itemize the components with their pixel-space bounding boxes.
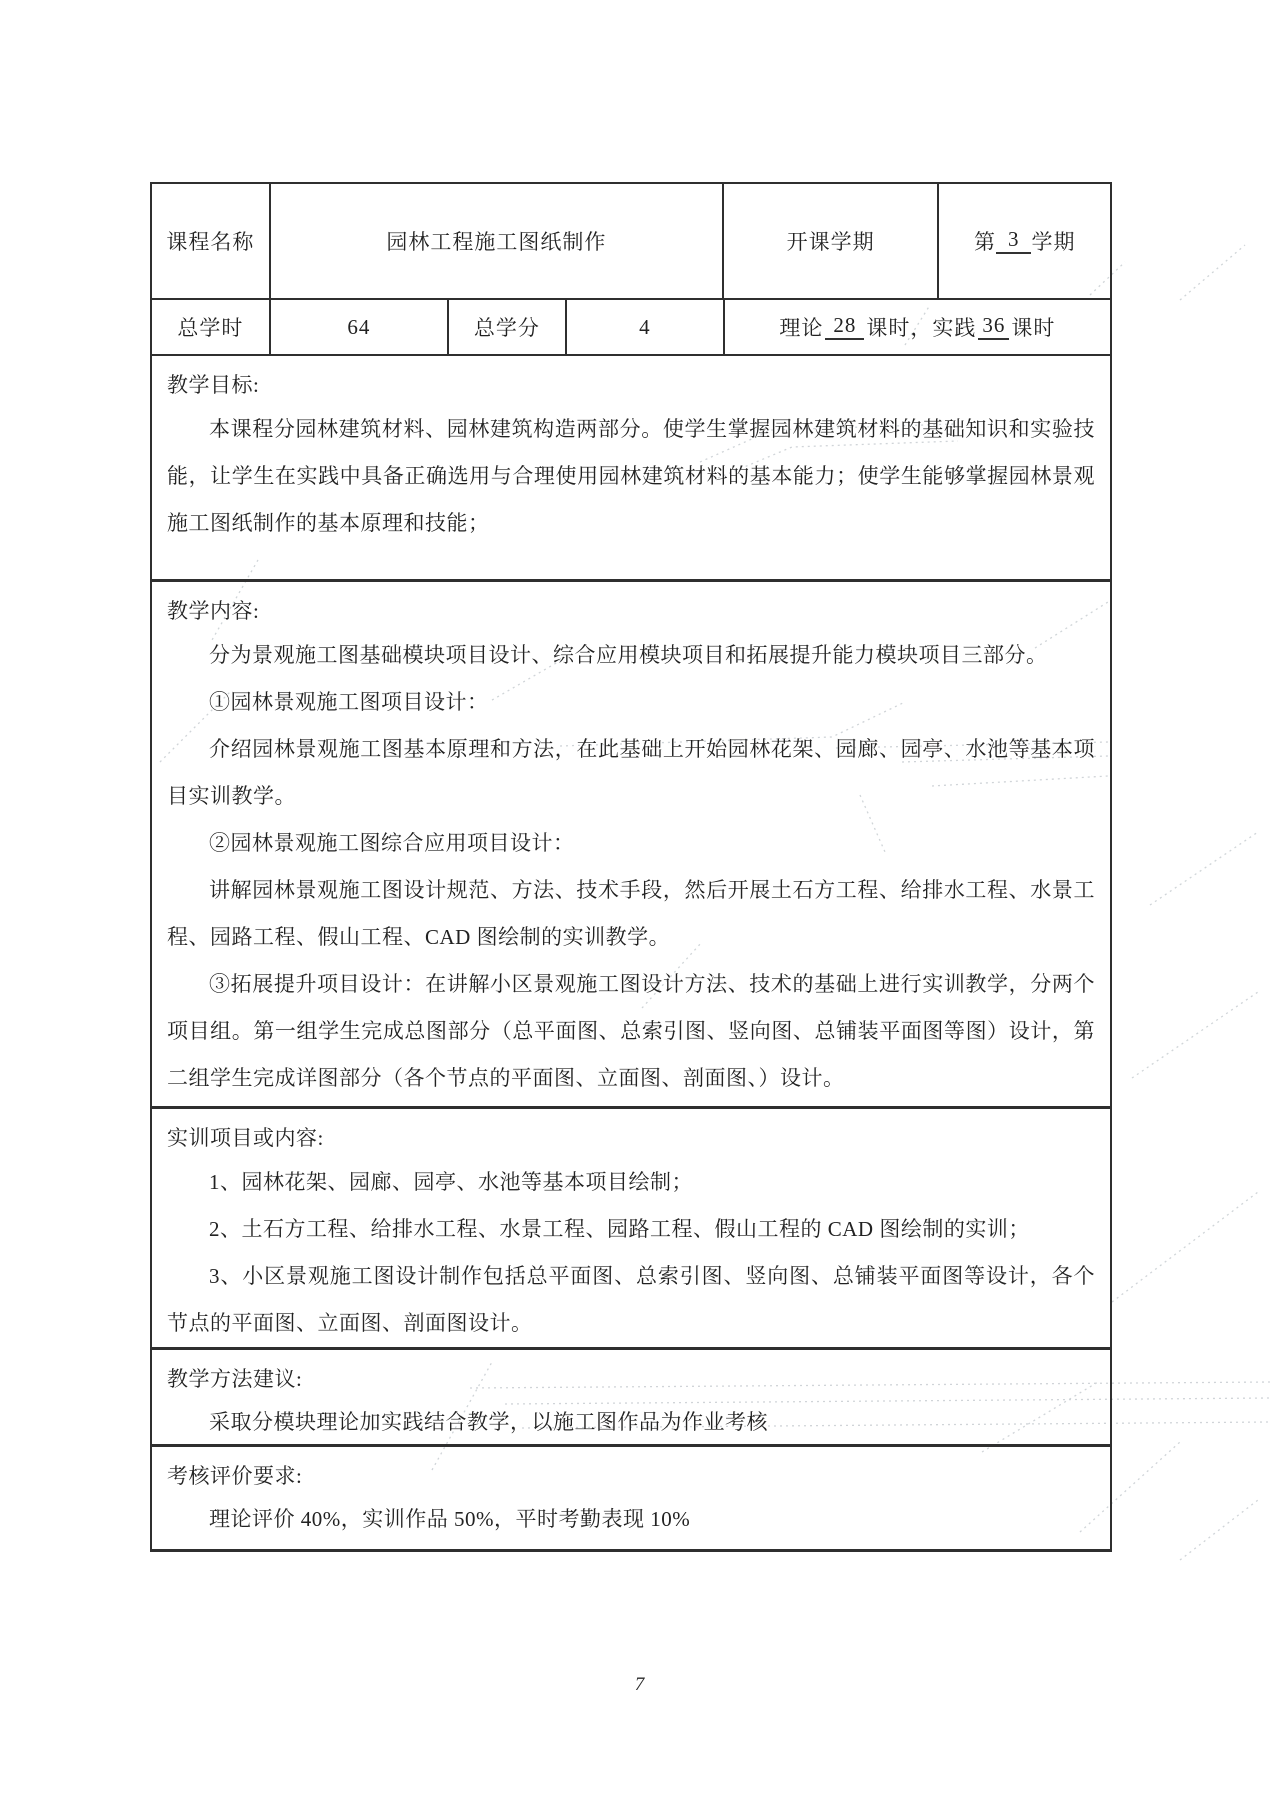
semester-label: 开课学期 [724,184,940,298]
header-row-hours [152,300,1110,356]
section-paragraph: ②园林景观施工图综合应用项目设计： [209,831,575,855]
section-paragraph: ①园林景观施工图项目设计： [209,690,489,714]
section-practical-projects [152,1109,1110,1350]
section-title: 教学目标: [167,373,260,397]
section-paragraph: 1、园林花架、园廊、园亭、水池等基本项目绘制； [209,1170,693,1194]
theory-hours-prefix: 理论 [779,316,824,340]
section-paragraph: 理论评价 40%，实训作品 50%，平时考勤表现 10% [209,1507,691,1531]
section-paragraph: 采取分模块理论加实践结合教学，以施工图作品为作业考核 [209,1410,768,1434]
semester-suffix: 学期 [1031,230,1076,254]
page-number: 7 [634,1674,646,1695]
section-title: 教学方法建议: [167,1367,303,1391]
semester-prefix: 第 [973,230,996,254]
course-syllabus-table [150,182,1112,1552]
semester-number-blank: 3 [996,228,1032,253]
section-teaching-objectives [152,356,1110,582]
section-teaching-content [152,582,1110,1109]
total-credits-label: 总学分 [449,300,567,354]
section-paragraph: 介绍园林景观施工图基本原理和方法，在此基础上开始园林花架、园廊、园亭、水池等基本项目实训教学。 [167,737,1095,808]
theory-hours-blank: 28 [825,314,864,339]
total-hours-value: 64 [271,300,449,354]
section-title: 教学内容: [167,599,260,623]
hours-suffix-text: 课时 [1011,316,1056,340]
hours-middle-text: 课时，实践 [866,316,977,340]
section-paragraph: ③拓展提升项目设计：在讲解小区景观施工图设计方法、技术的基础上进行实训教学，分两个项目组。第一组学生完成总图部分（总平面图、总索引图、竖向图、总铺装平面图等图）设计，第二组学生完成详图部分（各个节点的平面图、立面图、剖面图、）设计。 [167,972,1095,1090]
section-paragraph: 分为景观施工图基础模块项目设计、综合应用模块项目和拓展提升能力模块项目三部分。 [209,643,1048,667]
course-name-label: 课程名称 [152,184,271,298]
header-row-course [152,184,1110,300]
section-assessment-requirements [152,1447,1110,1549]
section-paragraph: 3、小区景观施工图设计制作包括总平面图、总索引图、竖向图、总铺装平面图等设计，各个节点的平面图、立面图、剖面图设计。 [167,1264,1095,1335]
hours-breakdown-cell [725,300,1110,354]
section-title: 考核评价要求: [167,1464,303,1488]
section-title: 实训项目或内容: [167,1126,324,1150]
practice-hours-blank: 36 [978,314,1009,339]
section-teaching-method-suggestions [152,1350,1110,1447]
course-name-value: 园林工程施工图纸制作 [271,184,724,298]
section-paragraph: 讲解园林景观施工图设计规范、方法、技术手段，然后开展土石方工程、给排水工程、水景工程、园路工程、假山工程、CAD 图绘制的实训教学。 [167,878,1095,949]
semester-value-cell [939,184,1110,298]
section-paragraph: 2、土石方工程、给排水工程、水景工程、园路工程、假山工程的 CAD 图绘制的实训； [209,1217,1030,1241]
total-credits-value: 4 [567,300,725,354]
section-paragraph: 本课程分园林建筑材料、园林建筑构造两部分。使学生掌握园林建筑材料的基础知识和实验技能，让学生在实践中具备正确选用与合理使用园林建筑材料的基本能力；使学生能够掌握园林景观施工图纸制作的基本原理和技能； [167,417,1095,535]
total-hours-label: 总学时 [152,300,271,354]
